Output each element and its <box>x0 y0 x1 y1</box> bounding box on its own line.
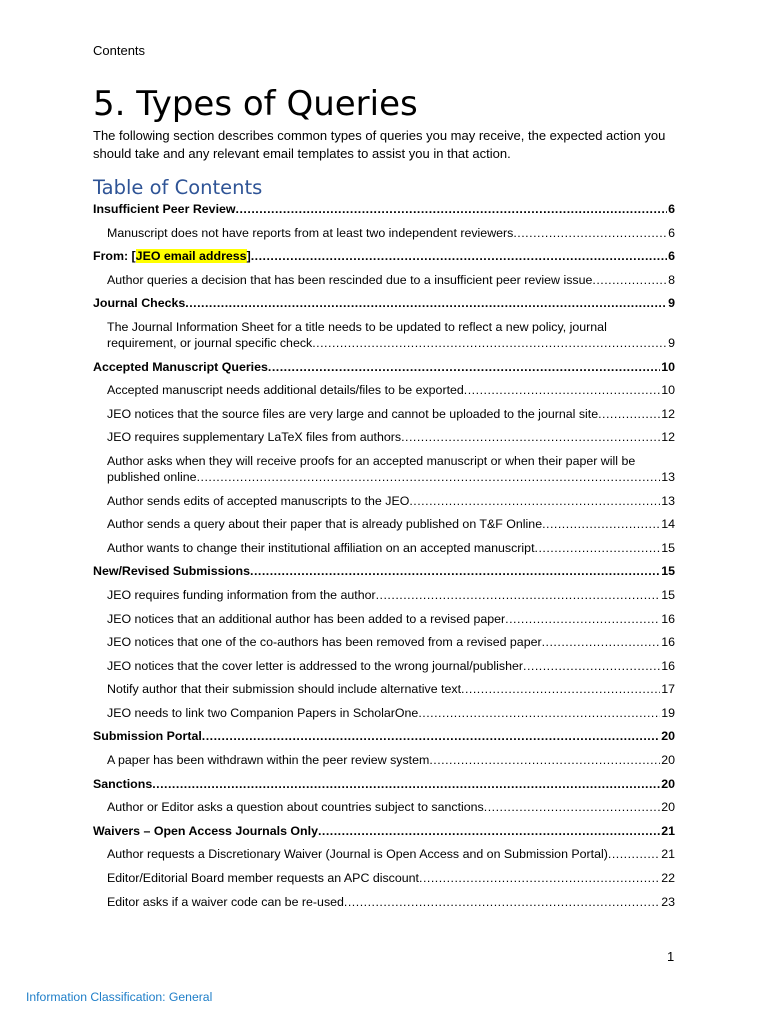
toc-entry[interactable] <box>93 846 675 862</box>
toc-entry-text-continued: published online <box>107 469 197 484</box>
toc-entry-text: JEO notices that the cover letter is addressed to the wrong journal/publisher <box>107 658 523 673</box>
toc-entry-text: Author sends a query about their paper that is already published on T&F Online <box>107 517 543 532</box>
toc-leader-dots <box>505 611 660 627</box>
toc-entry-text: Sanctions <box>93 776 153 791</box>
toc-page-number: 21 <box>661 847 675 862</box>
toc-entry-text: Accepted manuscript needs additional details/files to be exported <box>107 383 464 398</box>
toc-leader-dots <box>376 587 661 603</box>
toc-entry-prefix: From: [ <box>93 249 136 264</box>
toc-entry-text: Author wants to change their institutional affiliation on an accepted manuscript <box>107 540 535 555</box>
toc-entry-text: JEO notices that an additional author has been added to a revised paper <box>107 611 506 626</box>
toc-entry-suffix: ] <box>246 249 251 264</box>
toc-entry-line <box>107 469 675 485</box>
toc-leader-dots <box>608 846 660 862</box>
toc-page-number: 17 <box>661 682 675 697</box>
toc-page-number: 12 <box>661 430 675 445</box>
toc-page-number: 15 <box>661 564 675 579</box>
toc-entry-text: Author queries a decision that has been rescinded due to a insufficient peer review issue <box>107 272 593 287</box>
toc-page-number: 22 <box>661 871 675 886</box>
toc-entry[interactable] <box>93 587 675 603</box>
toc-page-number: 21 <box>661 823 675 838</box>
toc-leader-dots <box>523 658 660 674</box>
toc-leader-dots <box>542 516 660 532</box>
toc-entry[interactable] <box>93 453 675 485</box>
toc-entry-text: New/Revised Submissions <box>93 564 251 579</box>
toc-entry[interactable] <box>93 894 675 910</box>
toc-leader-dots <box>152 776 660 792</box>
toc-entry-text: Waivers – Open Access Journals Only <box>93 823 318 838</box>
toc-entry[interactable] <box>93 752 675 768</box>
toc-leader-dots <box>268 359 660 375</box>
toc-page-number: 15 <box>661 540 675 555</box>
toc-entry[interactable] <box>93 705 675 721</box>
toc-leader-dots <box>202 728 660 744</box>
toc-entry[interactable] <box>93 295 675 311</box>
toc-leader-dots <box>542 634 661 650</box>
toc-entry[interactable] <box>93 634 675 650</box>
toc-leader-dots <box>251 248 667 264</box>
toc-entry-line <box>107 335 675 351</box>
toc-entry[interactable] <box>93 406 675 422</box>
toc-entry[interactable] <box>93 359 675 375</box>
toc-entry[interactable] <box>93 728 675 744</box>
toc-entry-text: Accepted Manuscript Queries <box>93 359 268 374</box>
toc-leader-dots <box>418 705 660 721</box>
toc-entry[interactable] <box>93 225 675 241</box>
toc-page-number: 9 <box>668 296 675 311</box>
toc-leader-dots <box>409 493 660 509</box>
toc-leader-dots <box>318 823 660 839</box>
toc-page-number: 6 <box>668 202 675 216</box>
toc-leader-dots <box>592 272 667 288</box>
toc-entry[interactable] <box>93 681 675 697</box>
toc-entry-text: Manuscript does not have reports from at least two independent reviewers <box>107 225 514 240</box>
toc-page-number: 13 <box>661 493 675 508</box>
toc-leader-dots <box>461 681 660 697</box>
toc-entry-text: Submission Portal <box>93 729 202 744</box>
section-intro: The following section describes common types of queries you may receive, the expected action you should take and any relevant email templates to assist you in that action. <box>93 128 666 161</box>
toc-leader-dots <box>344 894 660 910</box>
toc-page-number: 20 <box>661 753 675 768</box>
toc-page-number: 12 <box>661 406 675 421</box>
toc-page-number: 10 <box>661 359 675 374</box>
toc-entry[interactable] <box>93 776 675 792</box>
toc-page-number: 19 <box>661 705 675 720</box>
toc-entry[interactable] <box>93 540 675 556</box>
toc-entry-text: Author requests a Discretionary Waiver (Journal is Open Access and on Submission Portal) <box>107 847 608 862</box>
toc-entry[interactable] <box>93 563 675 579</box>
toc-entry[interactable] <box>93 611 675 627</box>
toc-page-number: 20 <box>661 776 675 791</box>
toc-entry[interactable] <box>93 382 675 398</box>
toc-page-number: 23 <box>661 894 675 909</box>
toc-entry-text <box>93 248 251 264</box>
toc-leader-dots <box>535 540 661 556</box>
toc-entry-text: JEO notices that one of the co-authors has been removed from a revised paper <box>107 635 542 650</box>
toc-entry-text-continued: requirement, or journal specific check <box>107 335 313 350</box>
section-title: 5. Types of Queries <box>93 84 418 124</box>
toc-page-number: 10 <box>661 383 675 398</box>
toc-entry-text: The Journal Information Sheet for a title needs to be updated to reflect a new policy, journal <box>107 319 607 334</box>
toc-page-number: 15 <box>661 587 675 602</box>
toc-leader-dots <box>185 295 667 311</box>
toc-entry[interactable] <box>93 272 675 288</box>
toc-entry[interactable] <box>93 319 675 351</box>
toc-entry-text: Insufficient Peer Review <box>93 202 236 216</box>
toc-leader-dots <box>429 752 660 768</box>
page-number: 1 <box>667 949 675 964</box>
toc-entry-text: Editor asks if a waiver code can be re-used <box>107 894 344 909</box>
toc-page-number: 9 <box>668 335 675 350</box>
toc-entry[interactable] <box>93 516 675 532</box>
toc-leader-dots <box>419 870 660 886</box>
toc-entry-text: Notify author that their submission should include alternative text <box>107 682 462 697</box>
toc-leader-dots <box>464 382 660 398</box>
toc-entry[interactable] <box>93 823 675 839</box>
toc-leader-dots <box>513 225 667 241</box>
toc-entry[interactable] <box>93 799 675 815</box>
highlighted-placeholder: JEO email address <box>135 249 247 264</box>
toc-leader-dots <box>598 406 660 422</box>
toc-entry-text: Journal Checks <box>93 296 186 311</box>
toc-leader-dots <box>401 429 660 445</box>
toc-entry[interactable] <box>93 493 675 509</box>
toc-entry[interactable] <box>93 201 675 217</box>
toc-page-number: 16 <box>661 658 675 673</box>
toc-page-number: 20 <box>661 729 675 744</box>
toc-entry-text: Author or Editor asks a question about countries subject to sanctions <box>107 800 484 815</box>
toc-entry-text: JEO requires funding information from the author <box>107 587 376 602</box>
classification-label: Information Classification: General <box>26 990 213 1004</box>
toc-leader-dots <box>236 201 668 217</box>
toc-page-number: 14 <box>661 517 675 532</box>
toc-entry[interactable] <box>93 658 675 674</box>
toc-leader-dots <box>312 335 667 351</box>
toc-entry-text: Editor/Editorial Board member requests an APC discount <box>107 871 419 886</box>
toc-page-number: 16 <box>661 611 675 626</box>
table-of-contents <box>93 201 675 917</box>
toc-entry[interactable] <box>93 870 675 886</box>
toc-page-number: 13 <box>661 469 675 484</box>
toc-heading: Table of Contents <box>93 176 263 199</box>
toc-leader-dots <box>250 563 660 579</box>
toc-entry-text: JEO requires supplementary LaTeX files from authors <box>107 430 402 445</box>
toc-page-number: 6 <box>668 225 675 240</box>
toc-entry[interactable] <box>93 429 675 445</box>
toc-entry-text: Author sends edits of accepted manuscripts to the JEO <box>107 493 410 508</box>
toc-page-number: 8 <box>668 272 675 287</box>
toc-page-number: 20 <box>661 800 675 815</box>
toc-page-number: 6 <box>668 249 675 264</box>
running-head: Contents <box>93 43 146 58</box>
toc-entry-text: Author asks when they will receive proofs for an accepted manuscript or when their paper will be <box>107 453 636 468</box>
toc-entry-text: JEO notices that the source files are very large and cannot be uploaded to the journal site <box>107 406 599 421</box>
toc-entry-text: A paper has been withdrawn within the peer review system <box>107 753 430 768</box>
toc-leader-dots <box>484 799 660 815</box>
toc-entry-text: JEO needs to link two Companion Papers in ScholarOne <box>107 705 419 720</box>
toc-entry[interactable] <box>93 248 675 264</box>
toc-leader-dots <box>197 469 661 485</box>
toc-page-number: 16 <box>661 635 675 650</box>
